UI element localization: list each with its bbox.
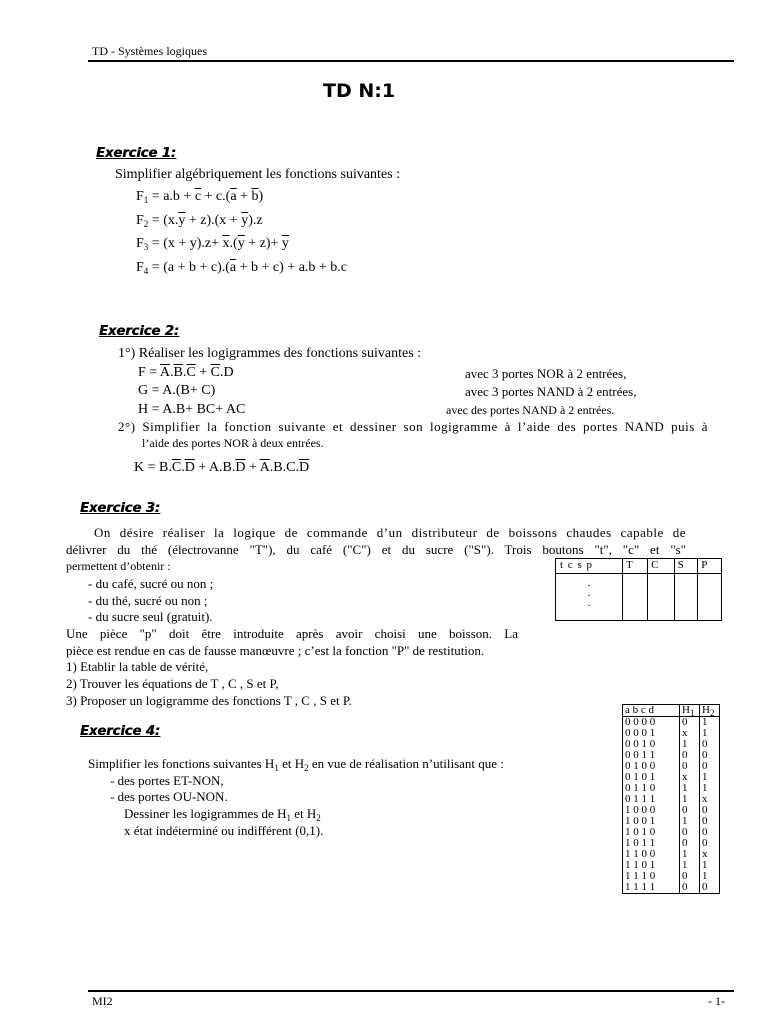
table-header-row <box>556 559 722 574</box>
exercise-4-bullet2: - des portes OU-NON. <box>110 789 228 804</box>
table-cell-h1: 1 <box>680 739 700 750</box>
exercise-2-q2-line1: 2°) Simplifier la fonction suivante et dessiner son logigramme à l’aide des portes NAND puis à <box>118 419 708 434</box>
truth-table-exercise-4 <box>622 704 720 894</box>
table-cell-h2: x <box>700 794 720 805</box>
exercise-1-heading: Exercice 1: <box>96 146 176 161</box>
formula-H: H = A.B+ BC+ AC <box>138 402 246 417</box>
table-cell-h1: x <box>680 728 700 739</box>
table-cell-h1: 0 <box>680 827 700 838</box>
table-cell-inputs: 0 0 1 1 <box>623 750 680 761</box>
table-header-inputs: a b c d <box>623 705 680 717</box>
table-cell <box>623 574 648 621</box>
table-cell-inputs: 1 1 0 1 <box>623 860 680 871</box>
table-header-h1: $H_1$ <box>680 705 700 717</box>
table-cell-h2: 0 <box>700 827 720 838</box>
table-cell-inputs: 1 0 0 1 <box>623 816 680 827</box>
table-body-row <box>556 574 722 621</box>
table-cell-inputs: 0 1 1 0 <box>623 783 680 794</box>
table-cell-h1: 1 <box>680 794 700 805</box>
exercise-3-line4: Une pièce "p" doit être introduite après avoir choisi une boisson. La <box>66 626 518 641</box>
table-cell-h1: 0 <box>680 871 700 882</box>
formula-F: $F = \overline{A}.\overline{B}.\overline{C} + \overline{C}.D$ <box>138 365 234 380</box>
table-cell-h2: x <box>700 849 720 860</box>
truth-table-exercise-3 <box>555 558 722 621</box>
table-cell-h1: x <box>680 772 700 783</box>
table-header-inputs: t c s p <box>556 559 623 574</box>
table-cell <box>648 574 675 621</box>
formula-f4: $F_4 = (a + b + c).(\overline{a} + b + c) + a.b + b.c$ <box>136 260 348 276</box>
page-title: TD N:1 <box>323 80 396 102</box>
formula-H-note: avec des portes NAND à 2 entrées. <box>446 403 615 417</box>
exercise-3-line2: délivrer du thé (électrovanne "T"), du café ("C") et du sucre ("S"). Trois boutons "t", "c" et "s" <box>66 542 686 557</box>
exercise-3-bullet1: - du café, sucré ou non ; <box>88 576 214 591</box>
header-rule <box>88 60 734 62</box>
formula-f3: $F_3 = (x + y).z+ \overline{x}.(\overline{y} + z)+ \overline{y}$ <box>136 236 289 252</box>
table-cell-h2: 1 <box>700 783 720 794</box>
table-cell <box>698 574 722 621</box>
table-header-S: S <box>674 559 698 574</box>
formula-F-note: avec 3 portes NOR à 2 entrées, <box>465 366 627 381</box>
exercise-3-step3: 3) Proposer un logigramme des fonctions T , C , S et P. <box>66 693 352 708</box>
table-cell-inputs: 0 1 0 1 <box>623 772 680 783</box>
table-cell-h1: 1 <box>680 783 700 794</box>
table-cell-h1: 0 <box>680 717 700 729</box>
table-cell-inputs: 1 0 1 0 <box>623 827 680 838</box>
exercise-4-note: x état indéterminé ou indifférent (0,1). <box>124 823 324 838</box>
table-cell-h2: 1 <box>700 871 720 882</box>
table-header-row <box>623 705 720 717</box>
table-cell-h2: 0 <box>700 838 720 849</box>
header-title: TD - Systèmes logiques <box>92 44 207 58</box>
table-cell-h2: 0 <box>700 761 720 772</box>
exercise-3-line3: permettent d’obtenir : <box>66 559 171 573</box>
table-ellipsis: . . . <box>556 574 623 621</box>
table-cell-h1: 0 <box>680 882 700 894</box>
formula-f2: $F_2 = (x.\overline{y} + z).(x + \overline{y}).z$ <box>136 213 263 229</box>
exercise-3-step1: 1) Etablir la table de vérité, <box>66 659 209 674</box>
table-cell-h1: 1 <box>680 860 700 871</box>
table-cell-h1: 1 <box>680 816 700 827</box>
exercise-2-q2-line2: l’aide des portes NOR à deux entrées. <box>142 436 324 450</box>
exercise-3-bullet3: - du sucre seul (gratuit). <box>88 609 213 624</box>
table-cell-h2: 1 <box>700 717 720 729</box>
table-cell-inputs: 0 1 0 0 <box>623 761 680 772</box>
exercise-3-step2: 2) Trouver les équations de T , C , S et P, <box>66 676 279 691</box>
table-cell-inputs: 0 0 1 0 <box>623 739 680 750</box>
exercise-3-heading: Exercice 3: <box>80 501 160 516</box>
exercise-4-intro: Simplifier les fonctions suivantes $H_1$ et $H_2$ en vue de réalisation n’utilisant que : <box>88 756 504 773</box>
footer-left: MI2 <box>92 994 113 1008</box>
page-number: - 1- <box>708 994 725 1008</box>
exercise-2-q1: 1°) Réaliser les logigrammes des fonctions suivantes : <box>118 346 422 361</box>
table-cell-inputs: 0 1 1 1 <box>623 794 680 805</box>
table-cell-inputs: 1 1 0 0 <box>623 849 680 860</box>
exercise-3-line5: pièce est rendue en cas de fausse manœuvre ; c’est la fonction "P" de restitution. <box>66 643 485 658</box>
table-header-C: C <box>648 559 675 574</box>
table-cell-h2: 1 <box>700 728 720 739</box>
table-cell-inputs: 0 0 0 0 <box>623 717 680 729</box>
exercise-1-intro: Simplifier algébriquement les fonctions suivantes : <box>115 167 400 182</box>
table-cell-h1: 0 <box>680 838 700 849</box>
table-cell-h2: 0 <box>700 739 720 750</box>
table-cell-h2: 0 <box>700 805 720 816</box>
formula-G: G = A.(B+ C) <box>138 383 216 398</box>
table-row <box>623 882 720 894</box>
formula-G-note: avec 3 portes NAND à 2 entrées, <box>465 384 637 399</box>
exercise-4-bullet1: - des portes ET-NON, <box>110 773 224 788</box>
table-cell-h1: 0 <box>680 805 700 816</box>
table-cell-inputs: 0 0 0 1 <box>623 728 680 739</box>
table-cell-h1: 1 <box>680 849 700 860</box>
table-cell <box>674 574 698 621</box>
table-cell-h2: 0 <box>700 750 720 761</box>
table-cell-inputs: 1 0 1 1 <box>623 838 680 849</box>
table-cell-h2: 1 <box>700 772 720 783</box>
table-header-h2: $H_2$ <box>700 705 720 717</box>
table-header-P: P <box>698 559 722 574</box>
table-cell-h2: 0 <box>700 882 720 894</box>
table-cell-h1: 0 <box>680 750 700 761</box>
table-cell-h2: 0 <box>700 816 720 827</box>
exercise-3-bullet2: - du thé, sucré ou non ; <box>88 593 208 608</box>
table-header-T: T <box>623 559 648 574</box>
table-cell-inputs: 1 0 0 0 <box>623 805 680 816</box>
table-cell-inputs: 1 1 1 0 <box>623 871 680 882</box>
exercise-4-draw: Dessiner les logigrammes de $H_1$ et $H_2$ <box>124 806 321 823</box>
exercise-2-heading: Exercice 2: <box>99 324 179 339</box>
footer-rule <box>88 990 734 992</box>
formula-f1: $F_1 = a.b + \overline{c} + c.(\overline{a} + \overline{b})$ <box>136 189 264 205</box>
table-cell-h2: 1 <box>700 860 720 871</box>
exercise-3-line1: On désire réaliser la logique de commande d’un distributeur de boissons chaudes capable de <box>94 525 686 540</box>
exercise-4-heading: Exercice 4: <box>80 724 160 739</box>
formula-K: $K = B.\overline{C}.\overline{D} + A.B.\overline{D} + \overline{A}.B.C.\overline{D}$ <box>134 460 310 475</box>
table-cell-h1: 0 <box>680 761 700 772</box>
table-cell-inputs: 1 1 1 1 <box>623 882 680 894</box>
